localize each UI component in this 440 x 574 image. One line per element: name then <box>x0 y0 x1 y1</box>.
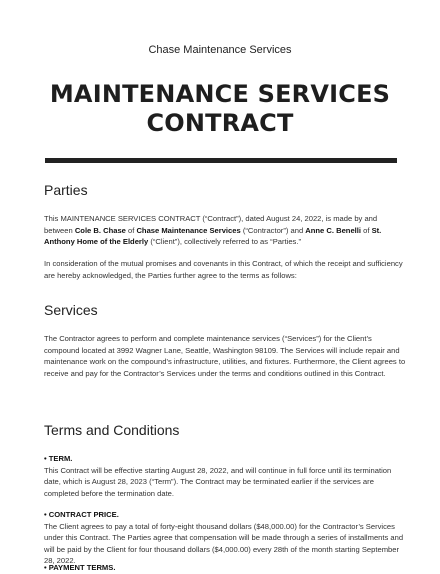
parties-text: This MAINTENANCE SERVICES CONTRACT (“Contract”), dated August 24, 2022, is made by and between <box>44 214 378 235</box>
contract-price-label: • CONTRACT PRICE. <box>44 510 119 519</box>
section-heading-parties: Parties <box>44 182 88 198</box>
contractor-company: Chase Maintenance Services <box>136 225 241 235</box>
parties-text: (“Contractor”) and <box>240 225 306 235</box>
payment-terms-label: • PAYMENT TERMS. <box>44 563 116 572</box>
client-company: St. Anthony Home of the Elderly <box>44 225 382 247</box>
parties-text: of <box>125 225 137 235</box>
section-heading-terms: Terms and Conditions <box>44 422 180 438</box>
title-divider <box>45 158 397 163</box>
services-paragraph: The Contractor agrees to perform and complete maintenance services (“Services”) for the Client’s compound located at 3992 Wagner Lane, Seattle, Washington 98109. The Services will include repair and maintenance work on the compound’s infrastructure, utilities, and fixtures. Furthermore, the Client agrees to receive and pay for the Contractor’s Services under the terms and conditions outlined in this Contract. <box>44 334 406 378</box>
term-item-text: This Contract will be effective starting August 28, 2022, and will continue in full force until its termination date, which is August 28, 2023 (“Term”). The Contract may be terminated earlier if the services are completed before the termination date. <box>44 465 392 498</box>
parties-text: (“Client”), collectively referred to as “Parties.” <box>148 237 301 247</box>
company-name: Chase Maintenance Services <box>148 44 292 56</box>
document-title: MAINTENANCE SERVICES CONTRACT <box>49 80 391 137</box>
contractor-name: Cole B. Chase <box>74 225 126 235</box>
term-item-label: • TERM. <box>44 454 73 463</box>
parties-paragraph-1 <box>44 213 406 248</box>
client-name: Anne C. Benelli <box>305 225 361 235</box>
parties-paragraph-2: In consideration of the mutual promises and covenants in this Contract, of which the receipt and sufficiency are hereby acknowledged, the Parties further agree to the terms as follows: <box>44 259 403 280</box>
contract-price-item <box>44 509 406 567</box>
parties-text: of <box>361 225 372 235</box>
section-heading-services: Services <box>44 302 98 318</box>
contract-price-text: The Client agrees to pay a total of forty-eight thousand dollars ($48,000.00) for the Contractor’s Services under this Contract. The Parties agree that compensation will be made through a series of installments and will be paid by the Client for four thousand dollars ($4,000.00) every 28th of the month starting September 28, 2022. <box>44 521 404 566</box>
term-item <box>44 453 406 499</box>
payment-terms-item <box>44 562 406 574</box>
